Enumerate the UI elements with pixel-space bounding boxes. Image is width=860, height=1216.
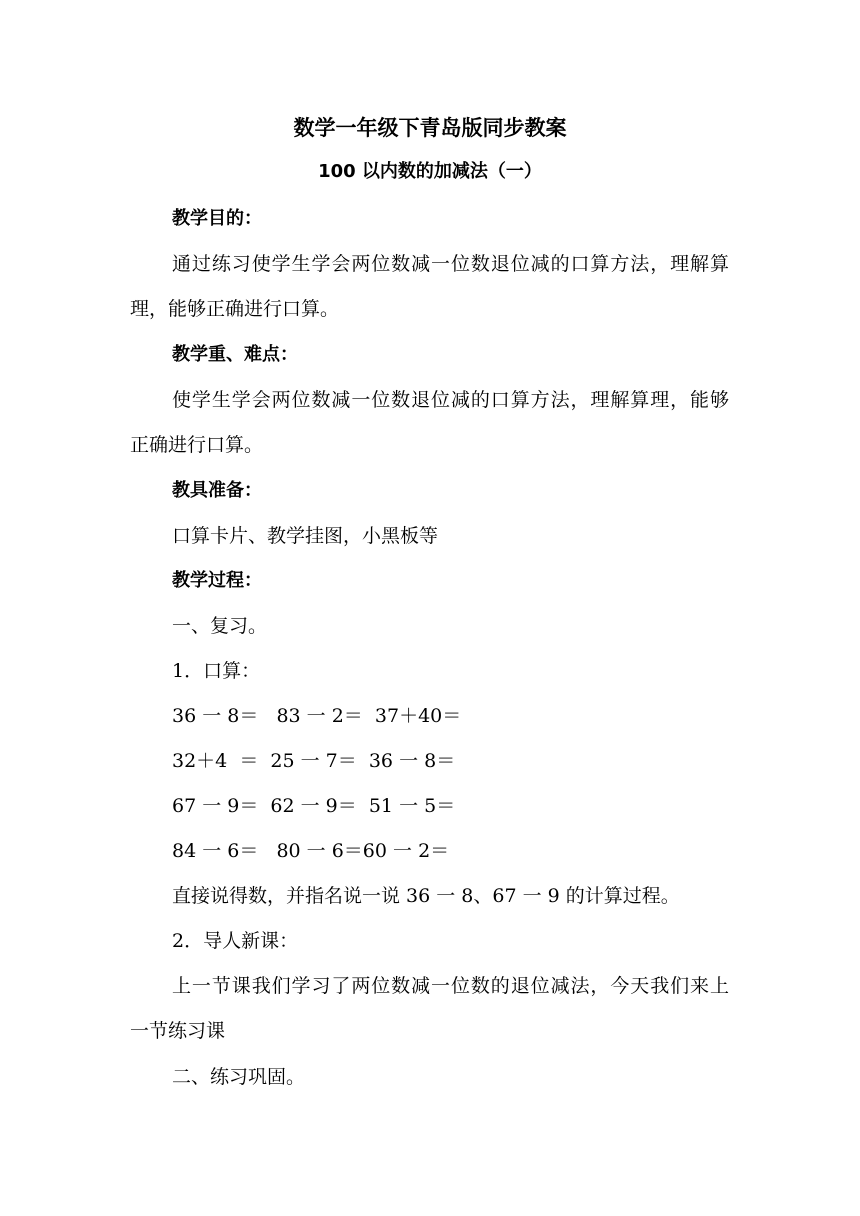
tools-heading: 教具准备： bbox=[172, 480, 262, 501]
goal-heading: 教学目的： bbox=[172, 208, 262, 229]
review-section: 一、复习。 bbox=[172, 615, 268, 637]
practice-section: 二、练习巩固。 bbox=[172, 1066, 306, 1088]
tools-text: 口算卡片、教学挂图，小黑板等 bbox=[172, 525, 439, 547]
intro-label: 2．导人新课： bbox=[172, 930, 299, 952]
goal-paragraph-line-2: 理，能够正确进行口算。 bbox=[130, 298, 340, 320]
exercise-row-2: 32＋4 ＝ 25 一 7＝ 36 一 8＝ bbox=[172, 750, 456, 772]
direct-say-text: 直接说得数，并指名说一说 36 一 8、67 一 9 的计算过程。 bbox=[172, 885, 680, 907]
exercise-row-3: 67 一 9＝ 62 一 9＝ 51 一 5＝ bbox=[172, 795, 456, 817]
goal-paragraph-line-1: 通过练习使学生学会两位数减一位数退位减的口算方法，理解算 bbox=[172, 253, 729, 275]
intro-paragraph-line-2: 一节练习课 bbox=[130, 1020, 226, 1042]
key-points-line-1: 使学生学会两位数减一位数退位减的口算方法，理解算理，能够 bbox=[172, 389, 729, 411]
key-points-heading: 教学重、难点： bbox=[172, 344, 298, 365]
process-heading: 教学过程： bbox=[172, 570, 262, 591]
oral-calc-label: 1．口算： bbox=[172, 660, 261, 682]
key-points-line-2: 正确进行口算。 bbox=[130, 434, 264, 456]
intro-paragraph-line-1: 上一节课我们学习了两位数减一位数的退位减法，今天我们来上 bbox=[172, 975, 729, 997]
exercise-row-1: 36 一 8＝ 83 一 2＝ 37＋40＝ bbox=[172, 705, 462, 727]
document-subtitle: 100 以内数的加减法（一） bbox=[318, 161, 542, 182]
document-title: 数学一年级下青岛版同步教案 bbox=[293, 116, 567, 140]
exercise-row-4: 84 一 6＝ 80 一 6＝60 一 2＝ bbox=[172, 840, 450, 862]
